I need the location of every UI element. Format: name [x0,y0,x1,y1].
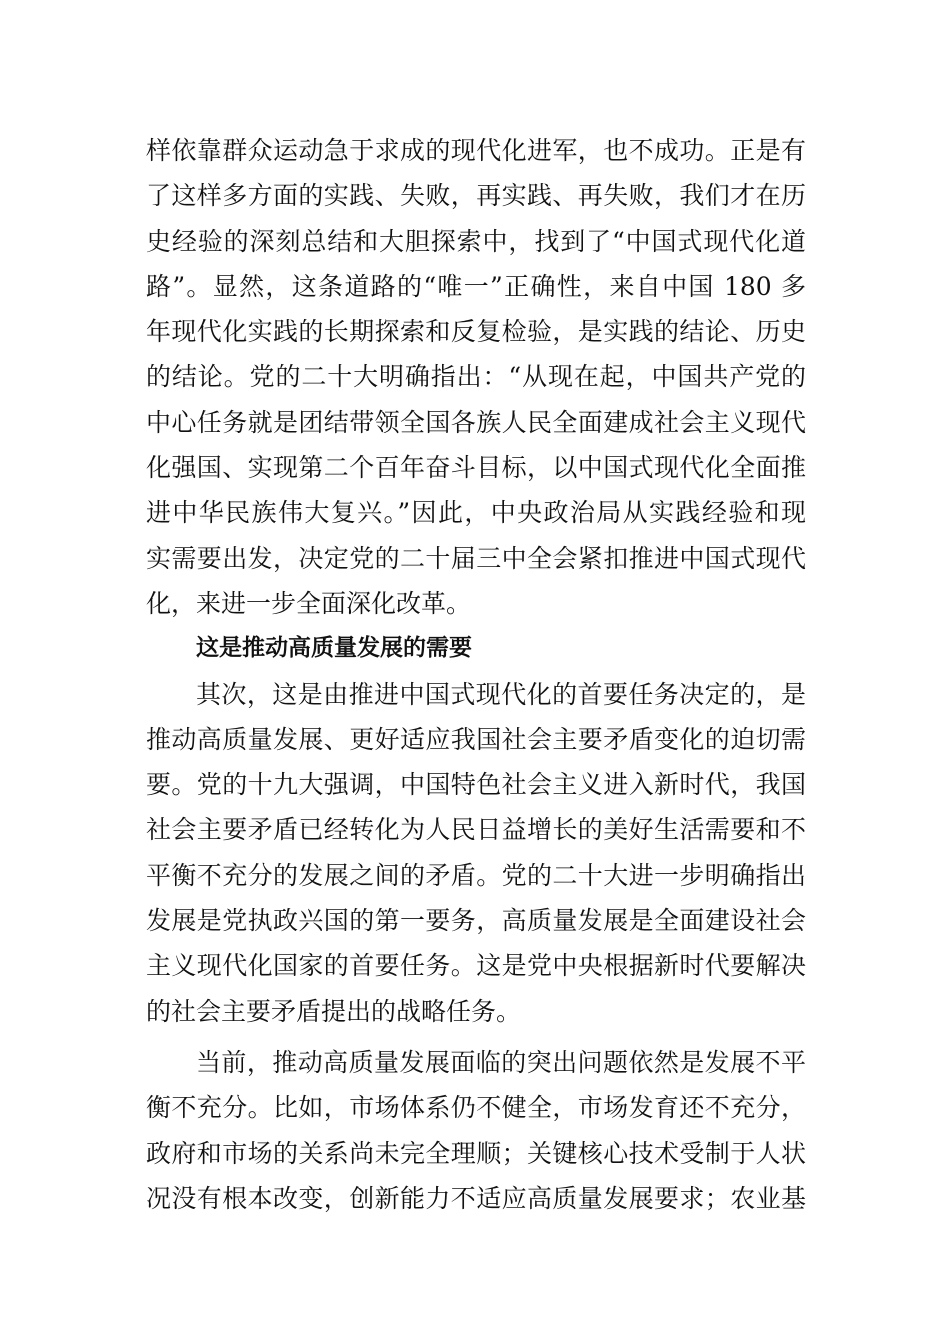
text-line: 路”。显然，这条道路的“唯一”正确性，来自中国 180 多 [146,271,806,301]
document-body [146,128,806,1221]
text-line: 史经验的深刻总结和大胆探索中，找到了“中国式现代化道 [146,226,806,256]
text-line: 发展是党执政兴国的第一要务，高质量发展是全面建设社会 [146,906,806,936]
text-line: 了这样多方面的实践、失败，再实践、再失败，我们才在历 [146,181,806,211]
text-line: 社会主要矛盾已经转化为人民日益增长的美好生活需要和不 [146,815,806,845]
text-line: 其次，这是由推进中国式现代化的首要任务决定的，是 [196,679,806,709]
text-line: 实需要出发，决定党的二十届三中全会紧扣推进中国式现代 [146,543,806,573]
paragraph-1 [146,128,806,626]
text-line: 化，来进一步全面深化改革。 [146,588,472,618]
text-line: 进中华民族伟大复兴。”因此，中央政治局从实践经验和现 [146,498,806,528]
section-heading: 这是推动高质量发展的需要 [196,635,472,662]
text-line: 样依靠群众运动急于求成的现代化进军，也不成功。正是有 [146,136,806,165]
paragraph-2 [146,672,806,1034]
text-line: 的结论。党的二十大明确指出：“从现在起，中国共产党的 [146,362,806,392]
text-line: 主义现代化国家的首要任务。这是党中央根据新时代要解决 [146,951,806,981]
text-line: 推动高质量发展、更好适应我国社会主要矛盾变化的迫切需 [146,724,806,754]
text-line: 要。党的十九大强调，中国特色社会主义进入新时代，我国 [146,770,806,800]
text-line: 政府和市场的关系尚未完全理顺；关键核心技术受制于人状 [146,1138,806,1168]
text-line: 化强国、实现第二个百年奋斗目标，以中国式现代化全面推 [146,453,806,483]
text-line: 的社会主要矛盾提出的战略任务。 [146,996,522,1026]
text-line: 中心任务就是团结带领全国各族人民全面建成社会主义现代 [146,407,806,437]
text-line: 衡不充分。比如，市场体系仍不健全，市场发育还不充分， [146,1093,806,1123]
paragraph-3 [146,1040,806,1221]
text-line: 年现代化实践的长期探索和反复检验，是实践的结论、历史 [146,317,806,347]
text-line: 平衡不充分的发展之间的矛盾。党的二十大进一步明确指出 [146,860,806,890]
text-line: 当前，推动高质量发展面临的突出问题依然是发展不平 [196,1047,806,1077]
text-line: 况没有根本改变，创新能力不适应高质量发展要求；农业基 [146,1183,806,1213]
